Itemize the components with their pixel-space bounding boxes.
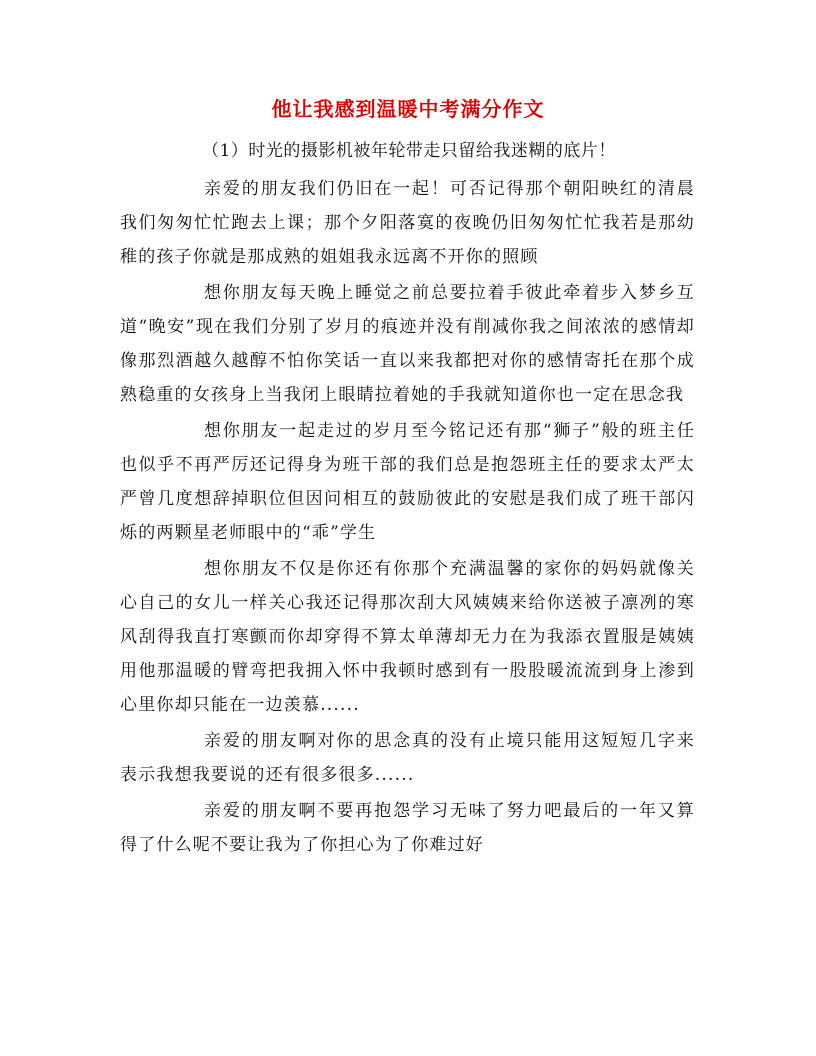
document-title: 他让我感到温暖中考满分作文	[271, 97, 545, 121]
paragraph-6: 亲爱的朋友啊不要再抱怨学习无味了努力吧最后的一年又算得了什么呢不要让我为了你担心为了你难过好	[120, 801, 695, 855]
paragraph-2: 想你朋友每天晚上睡觉之前总要拉着手彼此牵着步入梦乡互道“晚安”现在我们分别了岁月的痕迹并没有削减你我之间浓浓的感情却像那烈酒越久越醇不怕你笑话一直以来我都把对你的感情寄托在那个成熟稳重的女孩身上当我闭上眼睛拉着她的手我就知道你也一定在思念我	[120, 283, 695, 405]
paragraph-1: 亲爱的朋友我们仍旧在一起！可否记得那个朝阳映红的清晨我们匆匆忙忙跑去上课；那个夕阳落寞的夜晚仍旧匆匆忙忙我若是那幼稚的孩子你就是那成熟的姐姐我永远离不开你的照顾	[120, 179, 695, 267]
document-subtitle: （1）时光的摄影机被年轮带走只留给我迷糊的底片！	[202, 141, 616, 161]
document-body	[120, 136, 695, 864]
paragraph-5: 亲爱的朋友啊对你的思念真的没有止境只能用这短短几字来表示我想我要说的还有很多很多......	[120, 731, 695, 785]
paragraph-4: 想你朋友不仅是你还有你那个充满温馨的家你的妈妈就像关心自己的女儿一样关心我还记得那次刮大风姨姨来给你送被子凛冽的寒风刮得我直打寒颤而你却穿得不算太单薄却无力在为我添衣置服是姨姨用他那温暖的臂弯把我拥入怀中我顿时感到有一股股暖流流到身上渗到心里你却只能在一边羡慕......	[120, 559, 695, 715]
paragraph-3: 想你朋友一起走过的岁月至今铭记还有那“狮子”般的班主任也似乎不再严厉还记得身为班干部的我们总是抱怨班主任的要求太严太严曾几度想辞掉职位但因问相互的鼓励彼此的安慰是我们成了班干部闪烁的两颗星老师眼中的“乖”学生	[120, 421, 695, 543]
